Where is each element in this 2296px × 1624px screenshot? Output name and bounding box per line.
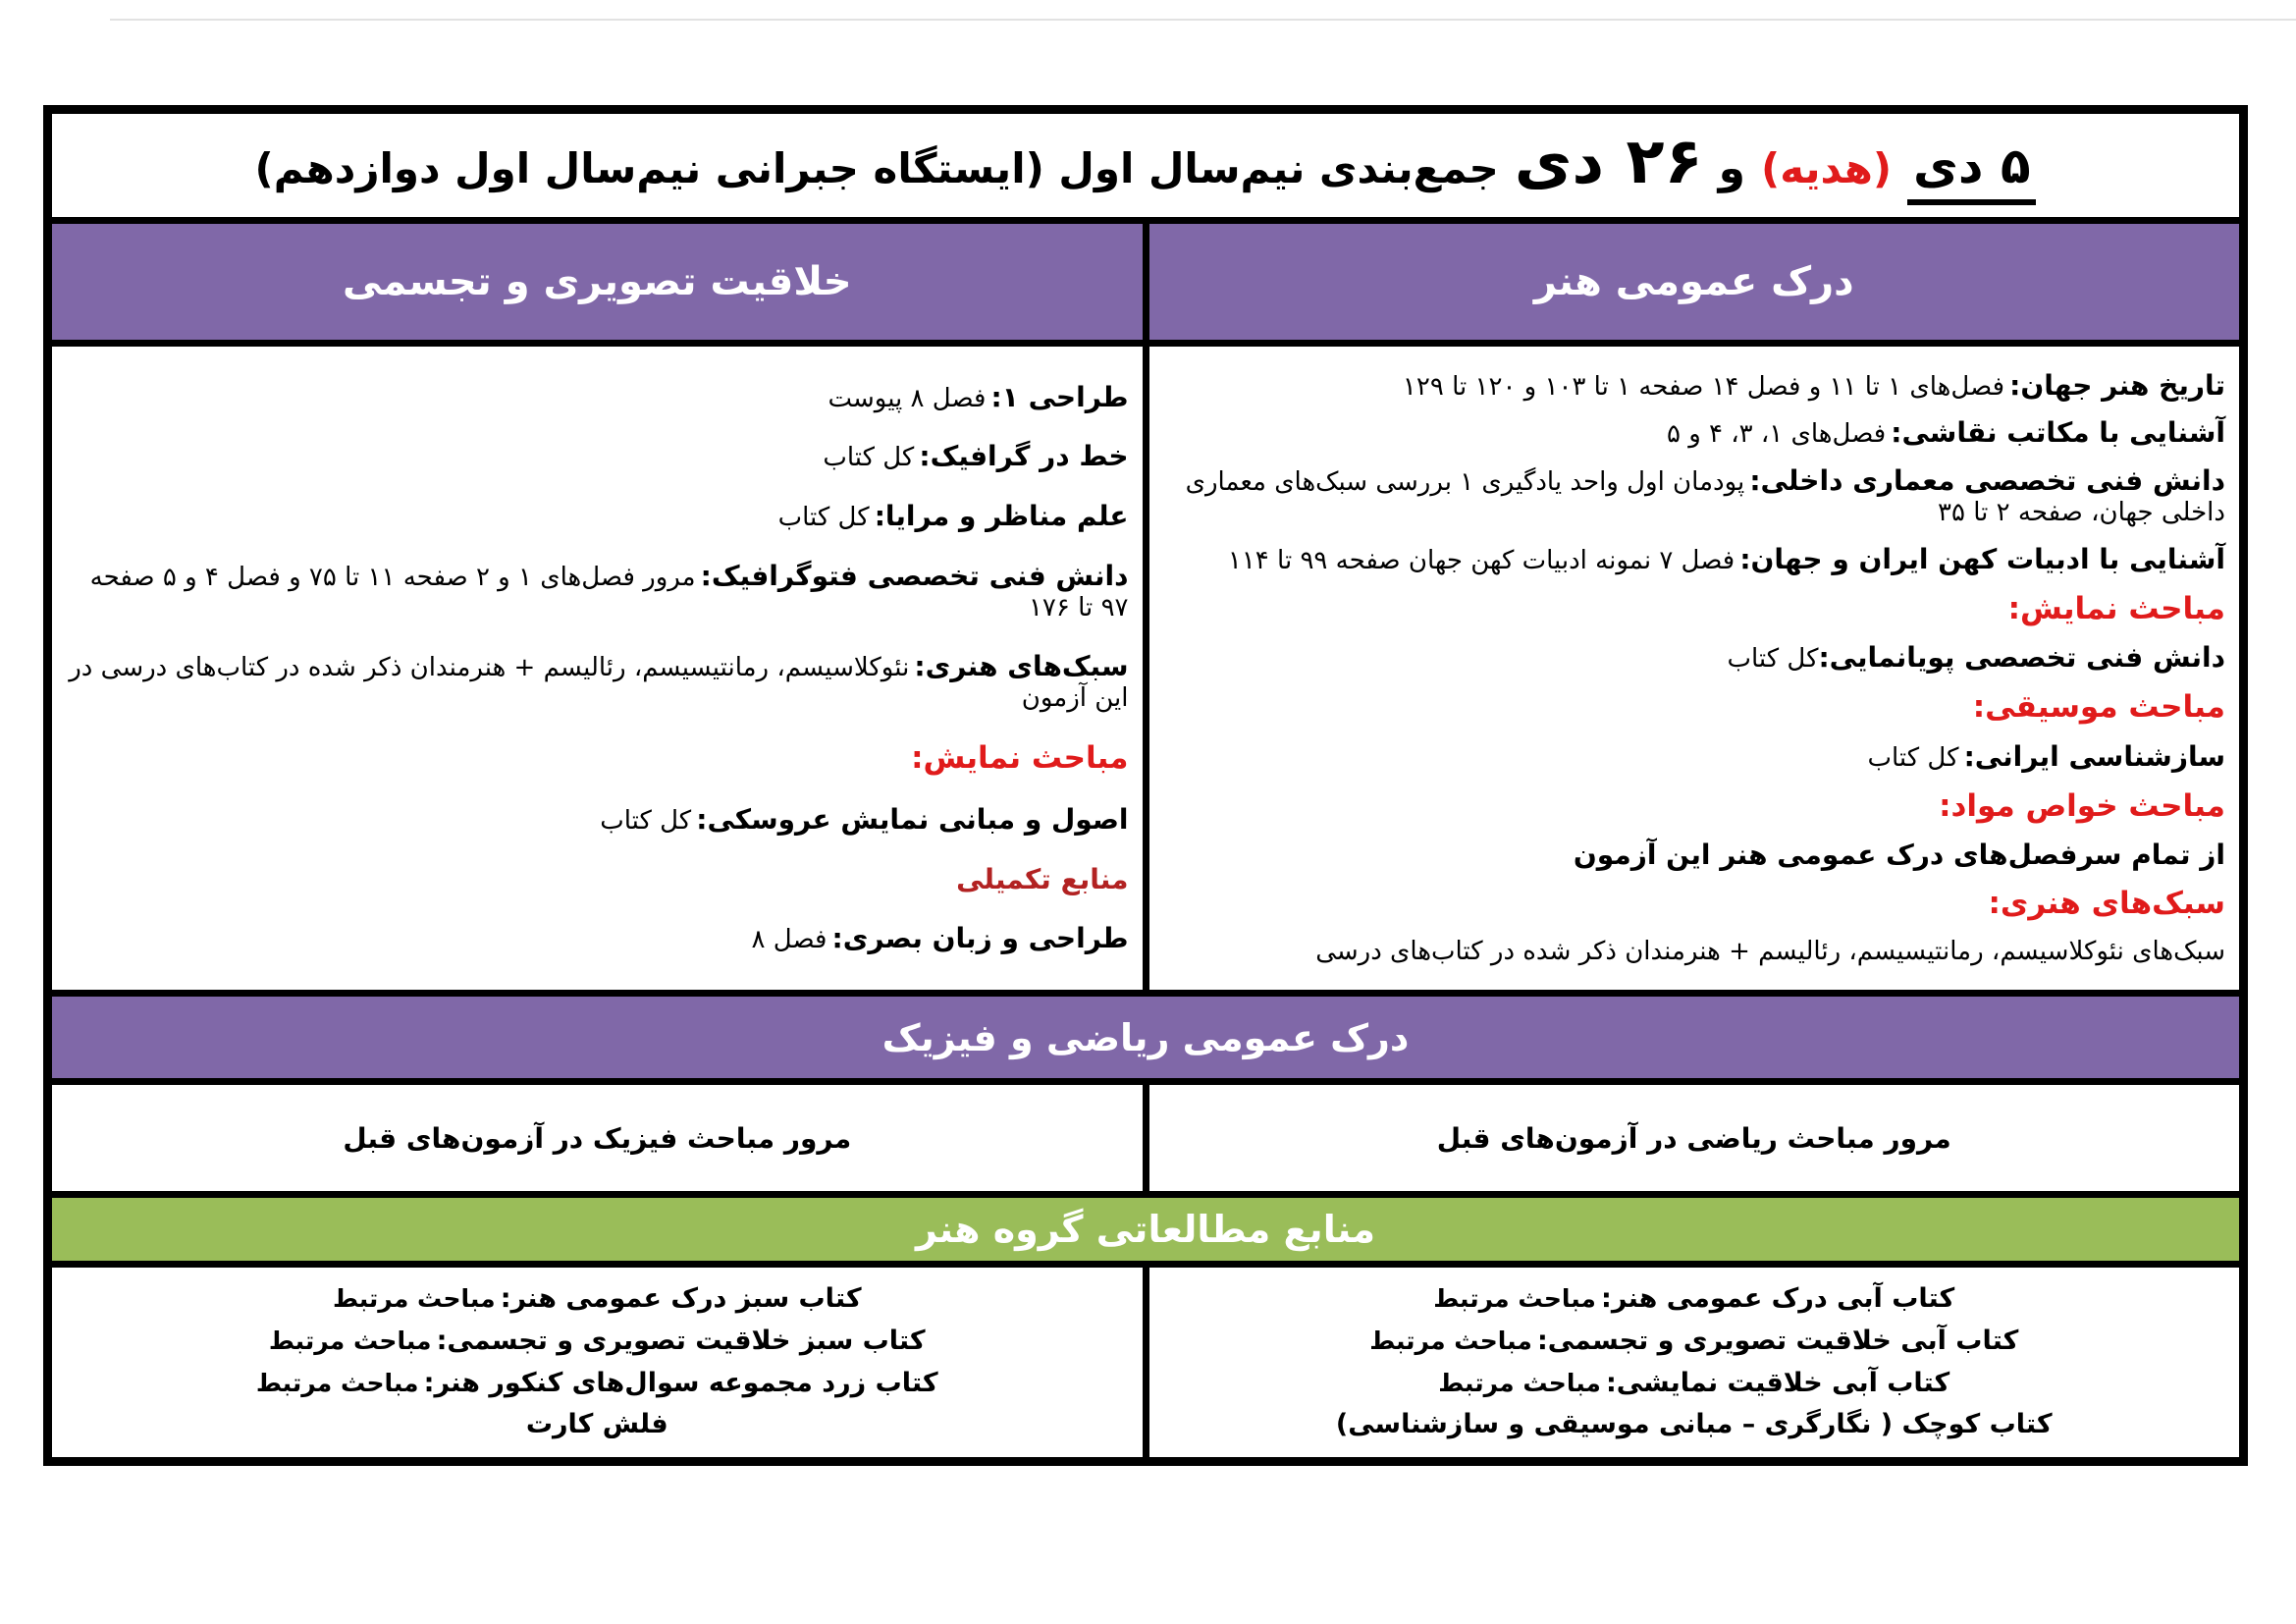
review-row	[52, 1085, 2239, 1198]
study-plan-table	[43, 105, 2248, 1466]
list-item: کتاب زرد مجموعه سوال‌های کنکور هنر: مباحث مرتبط	[255, 1367, 938, 1398]
list-item: دانش فنی تخصصی معماری داخلی: پودمان اول واحد یادگیری ۱ بررسی سبک‌های معماری داخلی جهان، صفحه ۲ تا ۳۵	[1185, 464, 2225, 528]
resources-band	[52, 1198, 2239, 1268]
math-review-cell	[1149, 1085, 2240, 1191]
list-item: کتاب آبی درک عمومی هنر: مباحث مرتبط	[1433, 1283, 1955, 1315]
list-item: کتاب آبی خلاقیت نمایشی: مباحث مرتبط	[1438, 1367, 1950, 1398]
column-divider	[1143, 1268, 1149, 1457]
syllabus-row	[52, 347, 2239, 997]
list-item: دانش فنی تخصصی پویانمایی:کل کتاب	[1727, 641, 2225, 675]
list-item: کتاب کوچک ( نگارگری – مبانی موسیقی و سازشناسی)	[1335, 1409, 2053, 1440]
column-headers-row	[52, 224, 2239, 347]
title-row	[52, 114, 2239, 224]
section-heading-music: مباحث موسیقی:	[1972, 689, 2225, 726]
books-right-cell	[1149, 1268, 2240, 1457]
books-row	[52, 1268, 2239, 1457]
list-item: تاریخ هنر جهان: فصل‌های ۱ تا ۱۱ و فصل ۱۴ صفحه ۱ تا ۱۰۳ و ۱۲۰ تا ۱۲۹	[1402, 368, 2225, 402]
column-divider	[1143, 1085, 1149, 1191]
header-art-general	[1149, 224, 2240, 340]
list-item: اصول و مبانی نمایش عروسکی: کل کتاب	[600, 802, 1129, 836]
section-heading-materials: مباحث خواص مواد:	[1939, 787, 2225, 824]
column-divider	[1143, 224, 1149, 340]
list-item: علم مناظر و مرایا: کل کتاب	[777, 500, 1129, 533]
math-physics-band-label: درک عمومی ریاضی و فیزیک	[881, 1015, 1410, 1059]
physics-review-text: مرور مباحث فیزیک در آزمون‌های قبل	[343, 1121, 852, 1155]
section-heading-art-styles: سبک‌های هنری:	[1988, 886, 2225, 922]
header-visual-creativity	[52, 224, 1143, 340]
list-item: خط در گرافیک: کل کتاب	[823, 440, 1129, 473]
title-gift-note: (هدیه)	[1761, 144, 1893, 192]
section-heading-theater: مباحث نمایش:	[2007, 590, 2225, 626]
section-heading-supplementary: منابع تکمیلی	[956, 862, 1129, 895]
list-item: کتاب آبی خلاقیت تصویری و تجسمی: مباحث مرتبط	[1369, 1325, 2019, 1356]
header-art-general-label: درک عمومی هنر	[1533, 259, 1854, 304]
resources-band-label: منابع مطالعاتی گروه هنر	[915, 1208, 1376, 1251]
page-top-rule	[110, 19, 2296, 21]
title-date-26-dey: ۲۶ دی	[1514, 126, 1703, 198]
math-review-text: مرور مباحث ریاضی در آزمون‌های قبل	[1436, 1121, 1951, 1155]
title-description: جمع‌بندی نیم‌سال اول (ایستگاه جبرانی نیم‌سال اول دوازدهم)	[254, 144, 1499, 192]
visual-creativity-cell	[52, 347, 1143, 990]
list-item: سبک‌های نئوکلاسیسم، رمانتیسیسم، رئالیسم + هنرمندان ذکر شده در کتاب‌های درسی	[1315, 937, 2225, 967]
title-date-5-dey: ۵ دی	[1907, 137, 2036, 205]
list-item: طراحی و زبان بصری: فصل ۸	[751, 922, 1129, 955]
list-item: کتاب سبز درک عمومی هنر: مباحث مرتبط	[332, 1283, 862, 1315]
list-item: دانش فنی تخصصی فتوگرافیک: مرور فصل‌های ۱ و ۲ صفحه ۱۱ تا ۷۵ و فصل ۴ و ۵ صفحه ۹۷ تا ۱۷۶	[89, 560, 1129, 623]
art-general-cell	[1149, 347, 2240, 990]
header-visual-creativity-label: خلاقیت تصویری و تجسمی	[342, 259, 852, 304]
section-heading-theater: مباحث نمایش:	[911, 740, 1129, 777]
list-item: سبک‌های هنری: نئوکلاسیسم، رمانتیسیسم، رئالیسم + هنرمندان ذکر شده در کتاب‌های درسی در این آزمون	[69, 650, 1129, 714]
list-item: آشنایی با مکاتب نقاشی: فصل‌های ۱، ۳، ۴ و ۵	[1666, 416, 2225, 450]
list-item: از تمام سرفصل‌های درک عمومی هنر این آزمون	[1573, 839, 2225, 872]
list-item: طراحی ۱: فصل ۸ پیوست	[828, 380, 1129, 413]
math-physics-band	[52, 997, 2239, 1085]
list-item: سازشناسی ایرانی: کل کتاب	[1867, 739, 2225, 773]
list-item: کتاب سبز خلاقیت تصویری و تجسمی: مباحث مرتبط	[268, 1325, 926, 1356]
books-left-cell	[52, 1268, 1143, 1457]
list-item: فلش کارت	[525, 1409, 668, 1440]
list-item: آشنایی با ادبیات کهن ایران و جهان: فصل ۷ نمونه ادبیات کهن جهان صفحه ۹۹ تا ۱۱۴	[1227, 542, 2225, 575]
title-conjunction: و	[1718, 143, 1746, 193]
column-divider	[1143, 347, 1149, 990]
page-title	[255, 126, 2037, 205]
physics-review-cell	[52, 1085, 1143, 1191]
